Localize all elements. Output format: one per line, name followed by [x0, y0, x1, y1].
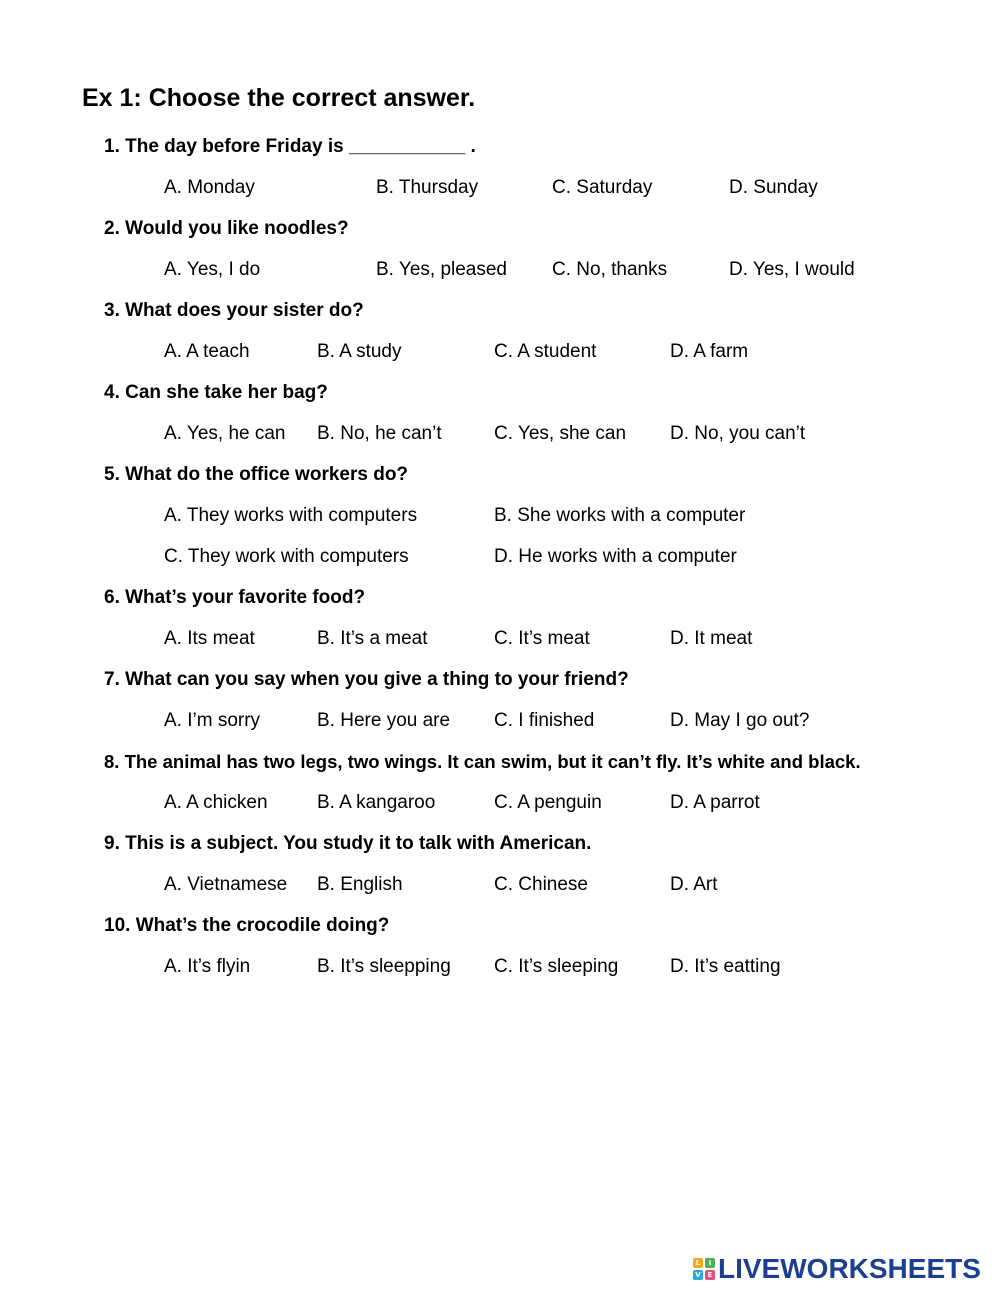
question-9: 9. This is a subject. You study it to talk with American. [104, 833, 592, 854]
question-10: 10. What’s the crocodile doing? [104, 915, 390, 936]
option-2d[interactable]: D. Yes, I would [729, 259, 855, 280]
logo-mark-l: L [693, 1258, 703, 1268]
question-3: 3. What does your sister do? [104, 300, 364, 321]
option-5a[interactable]: A. They works with computers [164, 505, 418, 526]
option-3a[interactable]: A. A teach [164, 341, 250, 362]
option-10d[interactable]: D. It’s eatting [670, 956, 781, 977]
question-4: 4. Can she take her bag? [104, 382, 328, 403]
option-6c[interactable]: C. It’s meat [494, 628, 590, 649]
option-5c[interactable]: C. They work with computers [164, 546, 409, 567]
option-5d[interactable]: D. He works with a computer [494, 546, 737, 567]
option-6a[interactable]: A. Its meat [164, 628, 255, 649]
option-2b[interactable]: B. Yes, pleased [376, 259, 507, 280]
question-7: 7. What can you say when you give a thing to your friend? [104, 669, 629, 690]
option-2a[interactable]: A. Yes, I do [164, 259, 261, 280]
logo-text: LIVEWORKSHEETS [718, 1253, 981, 1284]
option-3c[interactable]: C. A student [494, 341, 597, 362]
option-9a[interactable]: A. Vietnamese [164, 874, 288, 895]
option-4b[interactable]: B. No, he can’t [317, 423, 442, 444]
option-4a[interactable]: A. Yes, he can [164, 423, 286, 444]
logo-mark-icon [693, 1258, 715, 1280]
option-1a[interactable]: A. Monday [164, 177, 255, 198]
question-1: 1. The day before Friday is ___________ . [104, 136, 476, 157]
option-6b[interactable]: B. It’s a meat [317, 628, 428, 649]
option-10c[interactable]: C. It’s sleeping [494, 956, 619, 977]
option-8c[interactable]: C. A penguin [494, 792, 602, 813]
option-2c[interactable]: C. No, thanks [552, 259, 668, 280]
option-4d[interactable]: D. No, you can’t [670, 423, 806, 444]
logo-mark-i: I [705, 1258, 715, 1268]
option-5b[interactable]: B. She works with a computer [494, 505, 746, 526]
option-10b[interactable]: B. It’s sleepping [317, 956, 451, 977]
option-7d[interactable]: D. May I go out? [670, 710, 810, 731]
option-9b[interactable]: B. English [317, 874, 403, 895]
option-8a[interactable]: A. A chicken [164, 792, 268, 813]
question-2: 2. Would you like noodles? [104, 218, 349, 239]
option-7c[interactable]: C. I finished [494, 710, 595, 731]
option-7a[interactable]: A. I’m sorry [164, 710, 261, 731]
option-9c[interactable]: C. Chinese [494, 874, 588, 895]
option-4c[interactable]: C. Yes, she can [494, 423, 627, 444]
question-6: 6. What’s your favorite food? [104, 587, 366, 608]
option-1d[interactable]: D. Sunday [729, 177, 818, 198]
logo-mark-e: E [705, 1270, 715, 1280]
option-6d[interactable]: D. It meat [670, 628, 753, 649]
option-3d[interactable]: D. A farm [670, 341, 749, 362]
option-9d[interactable]: D. Art [670, 874, 718, 895]
option-1c[interactable]: C. Saturday [552, 177, 653, 198]
option-3b[interactable]: B. A study [317, 341, 402, 362]
question-5: 5. What do the office workers do? [104, 464, 409, 485]
option-7b[interactable]: B. Here you are [317, 710, 451, 731]
liveworksheets-logo [693, 1252, 981, 1286]
option-8d[interactable]: D. A parrot [670, 792, 760, 813]
option-8b[interactable]: B. A kangaroo [317, 792, 436, 813]
option-10a[interactable]: A. It’s flyin [164, 956, 251, 977]
page-title: Ex 1: Choose the correct answer. [82, 84, 476, 112]
option-1b[interactable]: B. Thursday [376, 177, 479, 198]
question-8: 8. The animal has two legs, two wings. It can swim, but it can’t fly. It’s white and black. [104, 751, 861, 772]
logo-mark-v: V [693, 1270, 703, 1280]
